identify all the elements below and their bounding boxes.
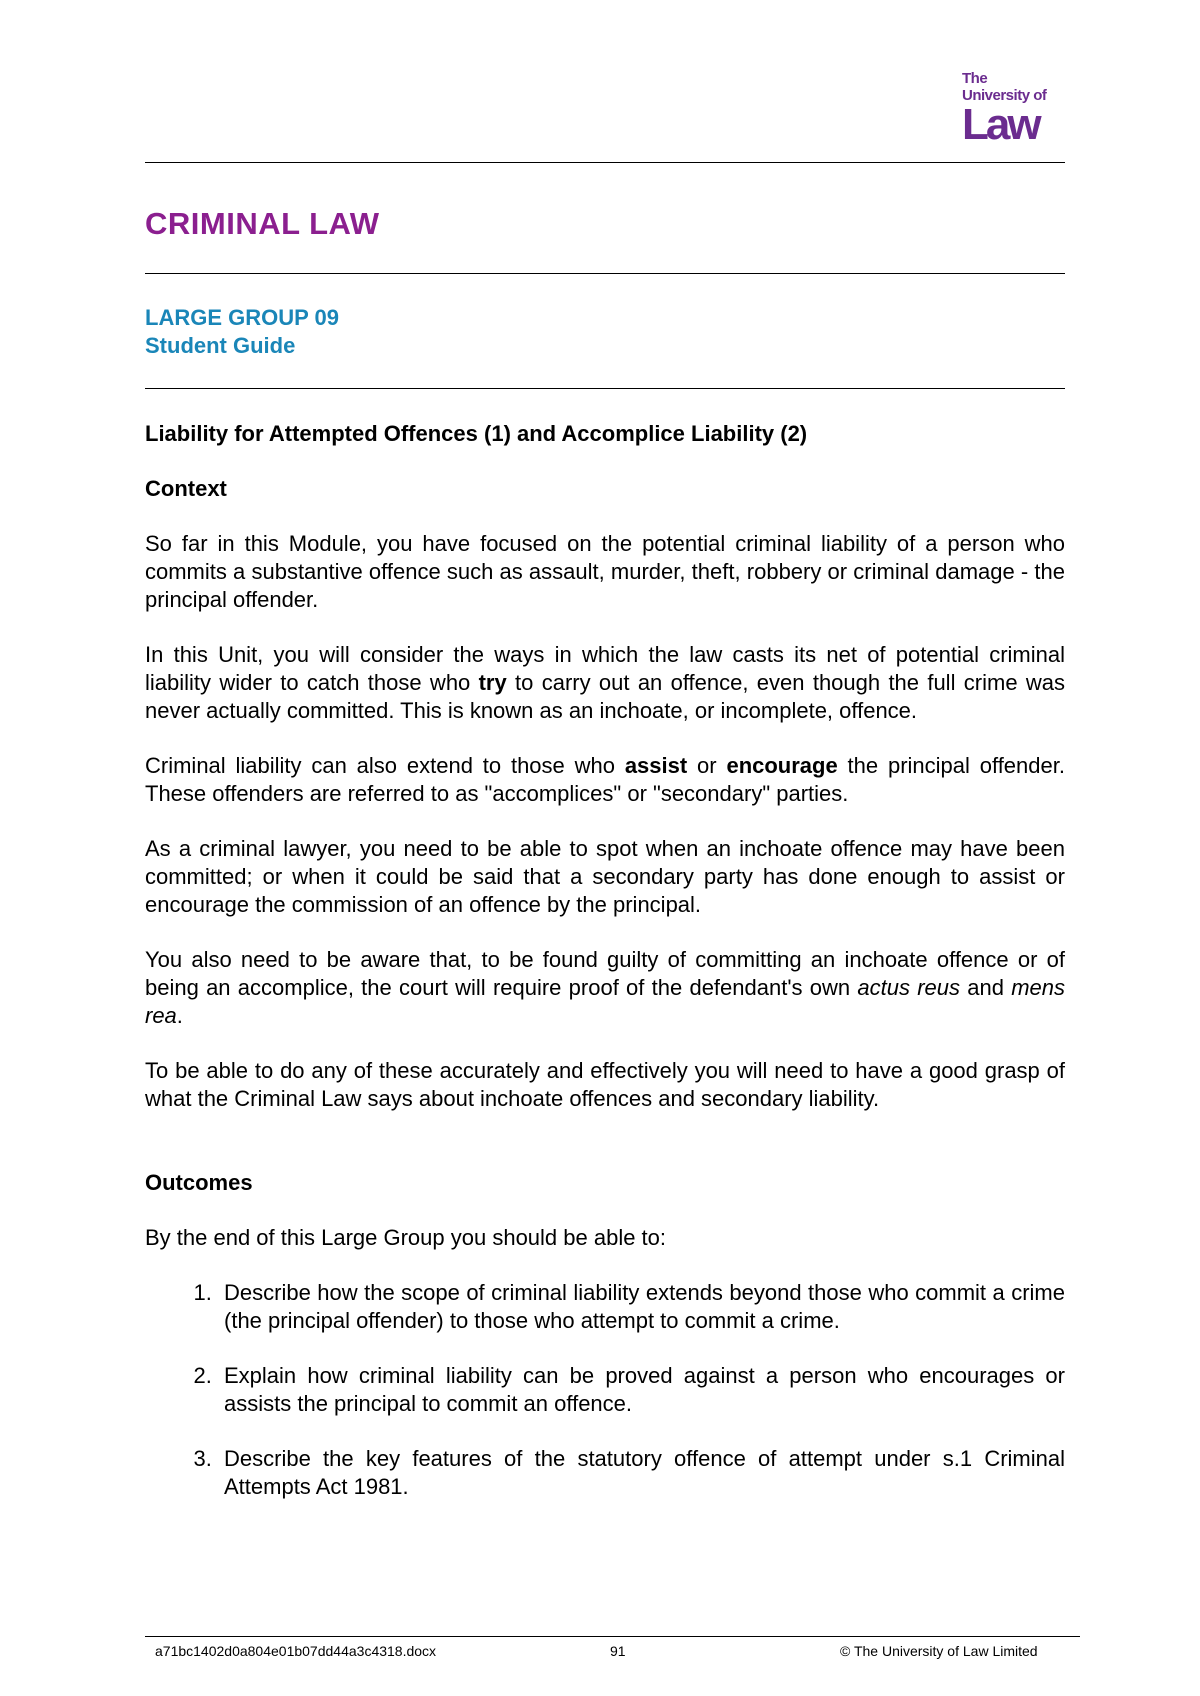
outcome-item: 2. Explain how criminal liability can be proved against a person who encourages or assists the principal to commit an offence. xyxy=(218,1362,1065,1418)
paragraph-3-text: the principal offender. These offenders are referred to as "accomplices" or "secondary" parties. xyxy=(145,753,1065,806)
paragraph-2-text: to carry out an offence, even though the full crime was never actually committed. This is known as an inchoate, or incomplete, offence. xyxy=(145,670,1065,723)
footer-page-number: 91 xyxy=(610,1643,626,1659)
term-actus-reus: actus reus xyxy=(857,975,960,1000)
outcomes-intro: By the end of this Large Group you should be able to: xyxy=(145,1225,667,1250)
paragraph-3-text: Criminal liability can also extend to those who xyxy=(145,753,625,778)
paragraph-5-text: and xyxy=(960,975,1012,1000)
footer-rule xyxy=(145,1636,1080,1637)
emphasis-assist: assist xyxy=(624,753,688,778)
term-mens-rea: mens rea xyxy=(145,975,1065,1028)
paragraph-4: As a criminal lawyer, you need to be able to spot when an inchoate offence may have been committed; or when it could be said that a secondary party has done enough to assist or encourage the commission of an offence by the principal. xyxy=(145,836,1065,917)
paragraph-5-text: You also need to be aware that, to be found guilty of committing an inchoate offence or of being an accomplice, the court will require proof of the defendant's own xyxy=(145,947,1065,1000)
section-heading: Liability for Attempted Offences (1) and Accomplice Liability (2) xyxy=(145,421,808,446)
outcome-item: 3. Describe the key features of the statutory offence of attempt under s.1 Criminal Attempts Act 1981. xyxy=(218,1445,1065,1501)
subtitle-guide: Student Guide xyxy=(145,333,296,358)
document-body xyxy=(145,420,1065,1528)
paragraph-1: So far in this Module, you have focused on the potential criminal liability of a person who commits a substantive offence such as assault, murder, theft, robbery or criminal damage - the principal offender. xyxy=(145,531,1065,612)
subtitle-group: LARGE GROUP 09 xyxy=(145,305,339,330)
paragraph-5-text: . xyxy=(176,1003,183,1028)
emphasis-encourage: encourage xyxy=(726,753,838,778)
document-subtitle xyxy=(145,304,339,360)
paragraph-6: To be able to do any of these accurately and effectively you will need to have a good grasp of what the Criminal Law says about inchoate offences and secondary liability. xyxy=(145,1058,1065,1111)
paragraph-2-text: In this Unit, you will consider the ways in which the law casts its net of potential criminal liability wider to catch those who xyxy=(145,642,1065,695)
paragraph-3 xyxy=(145,752,1065,808)
header-rule-middle xyxy=(145,273,1065,274)
paragraph-2 xyxy=(145,641,1065,725)
context-heading: Context xyxy=(145,476,227,501)
outcomes-heading: Outcomes xyxy=(145,1170,253,1195)
header-rule-bottom xyxy=(145,388,1065,389)
footer-copyright: © The University of Law Limited xyxy=(840,1643,1038,1659)
paragraph-3-text: or xyxy=(687,753,727,778)
outcome-item: 1. Describe how the scope of criminal liability extends beyond those who commit a crime (the principal offender) to those who attempt to commit a crime. xyxy=(218,1279,1065,1335)
logo-line-2: University of xyxy=(962,87,1047,104)
footer-filename: a71bc1402d0a804e01b07dd44a3c4318.docx xyxy=(155,1643,437,1659)
header-rule-top xyxy=(145,162,1065,163)
logo-line-3: Law xyxy=(962,100,1039,149)
outcomes-list xyxy=(145,1279,1065,1501)
document-title: CRIMINAL LAW xyxy=(145,206,380,241)
logo-line-1: The xyxy=(962,70,988,87)
paragraph-5 xyxy=(145,946,1065,1030)
university-logo xyxy=(962,70,1057,148)
emphasis-try: try xyxy=(478,670,507,695)
